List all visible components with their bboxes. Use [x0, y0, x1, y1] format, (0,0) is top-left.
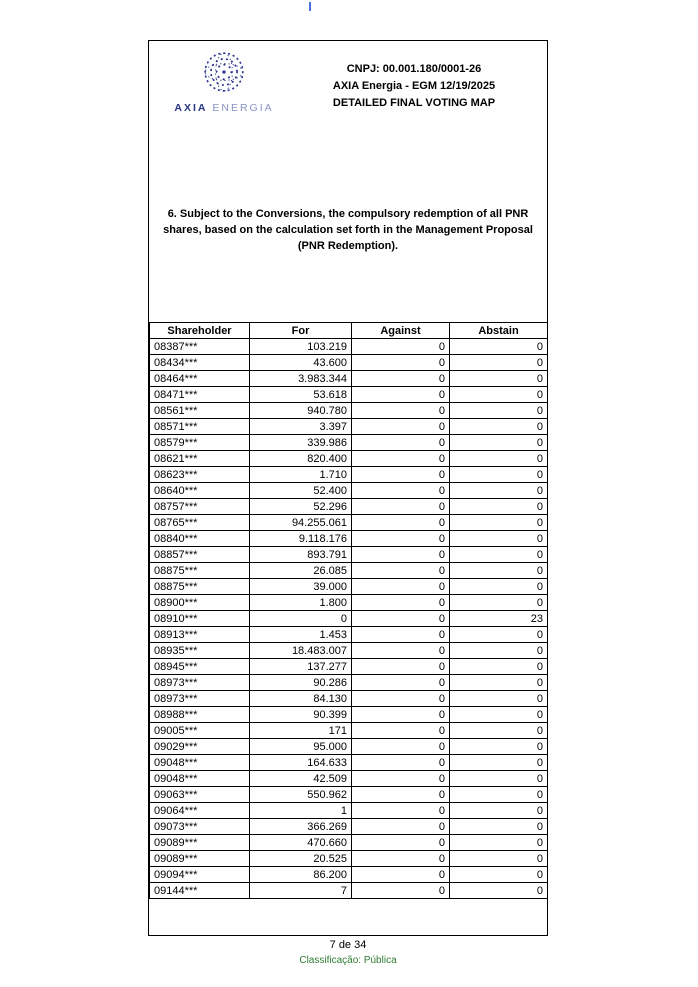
value-cell: 0: [450, 659, 548, 675]
value-cell: 90.399: [250, 707, 352, 723]
value-cell: 95.000: [250, 739, 352, 755]
shareholder-cell: 08988***: [150, 707, 250, 723]
table-row: [150, 547, 548, 563]
shareholder-cell: 09048***: [150, 755, 250, 771]
value-cell: 0: [450, 339, 548, 355]
value-cell: 0: [352, 515, 450, 531]
column-header: Shareholder: [150, 323, 250, 339]
value-cell: 1: [250, 803, 352, 819]
table-row: [150, 483, 548, 499]
value-cell: 0: [352, 739, 450, 755]
value-cell: 171: [250, 723, 352, 739]
value-cell: 43.600: [250, 355, 352, 371]
shareholder-cell: 08434***: [150, 355, 250, 371]
value-cell: 90.286: [250, 675, 352, 691]
table-row: [150, 579, 548, 595]
value-cell: 0: [352, 659, 450, 675]
table-row: [150, 355, 548, 371]
value-cell: 0: [450, 483, 548, 499]
value-cell: 339.986: [250, 435, 352, 451]
table-row: [150, 467, 548, 483]
table-row: [150, 851, 548, 867]
value-cell: 0: [352, 531, 450, 547]
classification-label: Classificação: Pública: [299, 955, 397, 966]
shareholder-cell: 08945***: [150, 659, 250, 675]
column-header: Abstain: [450, 323, 548, 339]
table-row: [150, 499, 548, 515]
value-cell: 0: [352, 339, 450, 355]
value-cell: 0: [450, 387, 548, 403]
value-cell: 0: [352, 403, 450, 419]
value-cell: 0: [450, 707, 548, 723]
shareholder-cell: 09064***: [150, 803, 250, 819]
value-cell: 0: [450, 467, 548, 483]
value-cell: 20.525: [250, 851, 352, 867]
value-cell: 550.962: [250, 787, 352, 803]
shareholder-cell: 08935***: [150, 643, 250, 659]
value-cell: 52.400: [250, 483, 352, 499]
value-cell: 0: [450, 451, 548, 467]
value-cell: 137.277: [250, 659, 352, 675]
table-row: [150, 371, 548, 387]
table-row: [150, 675, 548, 691]
shareholder-cell: 08621***: [150, 451, 250, 467]
value-cell: 0: [450, 627, 548, 643]
table-header-row: [150, 323, 548, 339]
value-cell: 0: [352, 355, 450, 371]
shareholder-cell: 09089***: [150, 835, 250, 851]
table-row: [150, 835, 548, 851]
value-cell: 7: [250, 883, 352, 899]
shareholder-cell: 08900***: [150, 595, 250, 611]
value-cell: 0: [450, 403, 548, 419]
value-cell: 0: [352, 803, 450, 819]
value-cell: 86.200: [250, 867, 352, 883]
value-cell: 366.269: [250, 819, 352, 835]
page-number: 7 de 34: [329, 939, 367, 951]
value-cell: 0: [352, 835, 450, 851]
column-header: For: [250, 323, 352, 339]
value-cell: 26.085: [250, 563, 352, 579]
shareholder-cell: 08973***: [150, 675, 250, 691]
value-cell: 0: [352, 675, 450, 691]
value-cell: 0: [352, 691, 450, 707]
table-row: [150, 627, 548, 643]
shareholder-cell: 08973***: [150, 691, 250, 707]
value-cell: 0: [352, 723, 450, 739]
table-row: [150, 723, 548, 739]
table-row: [150, 707, 548, 723]
table-row: [150, 595, 548, 611]
value-cell: 164.633: [250, 755, 352, 771]
shareholder-cell: 08875***: [150, 579, 250, 595]
value-cell: 0: [450, 547, 548, 563]
value-cell: 9.118.176: [250, 531, 352, 547]
table-row: [150, 419, 548, 435]
shareholder-cell: 09048***: [150, 771, 250, 787]
table-row: [150, 403, 548, 419]
value-cell: 0: [450, 787, 548, 803]
value-cell: 0: [352, 883, 450, 899]
value-cell: 39.000: [250, 579, 352, 595]
value-cell: 0: [352, 867, 450, 883]
table-row: [150, 435, 548, 451]
value-cell: 0: [352, 851, 450, 867]
value-cell: 0: [450, 435, 548, 451]
value-cell: 23: [450, 611, 548, 627]
value-cell: 820.400: [250, 451, 352, 467]
value-cell: 0: [450, 579, 548, 595]
value-cell: 0: [450, 371, 548, 387]
shareholder-cell: 09005***: [150, 723, 250, 739]
shareholder-cell: 08857***: [150, 547, 250, 563]
value-cell: 0: [450, 723, 548, 739]
value-cell: 0: [450, 515, 548, 531]
value-cell: 0: [450, 419, 548, 435]
table-row: [150, 659, 548, 675]
value-cell: 0: [450, 675, 548, 691]
value-cell: 0: [450, 803, 548, 819]
table-row: [150, 531, 548, 547]
value-cell: 1.800: [250, 595, 352, 611]
value-cell: 0: [450, 739, 548, 755]
table-row: [150, 339, 548, 355]
table-row: [150, 787, 548, 803]
shareholder-cell: 08561***: [150, 403, 250, 419]
value-cell: 0: [352, 499, 450, 515]
shareholder-cell: 08875***: [150, 563, 250, 579]
value-cell: 0: [250, 611, 352, 627]
table-row: [150, 771, 548, 787]
table-row: [150, 611, 548, 627]
value-cell: 0: [450, 867, 548, 883]
document-border: [148, 40, 548, 936]
value-cell: 0: [352, 707, 450, 723]
shareholder-cell: 08464***: [150, 371, 250, 387]
value-cell: 0: [352, 579, 450, 595]
value-cell: 0: [450, 499, 548, 515]
shareholder-cell: 08840***: [150, 531, 250, 547]
value-cell: 0: [352, 435, 450, 451]
table-row: [150, 867, 548, 883]
value-cell: 470.660: [250, 835, 352, 851]
value-cell: 18.483.007: [250, 643, 352, 659]
logo-text-axia: AXIA: [174, 102, 208, 114]
value-cell: 0: [352, 387, 450, 403]
shareholder-cell: 09144***: [150, 883, 250, 899]
voting-table: [149, 322, 548, 899]
value-cell: 0: [450, 355, 548, 371]
table-row: [150, 563, 548, 579]
table-row: [150, 739, 548, 755]
table-row: [150, 643, 548, 659]
value-cell: 0: [450, 643, 548, 659]
value-cell: 0: [450, 819, 548, 835]
shareholder-cell: 09073***: [150, 819, 250, 835]
value-cell: 0: [352, 755, 450, 771]
table-row: [150, 883, 548, 899]
value-cell: 0: [352, 371, 450, 387]
value-cell: 0: [352, 611, 450, 627]
table-body: [150, 339, 548, 899]
shareholder-cell: 08757***: [150, 499, 250, 515]
value-cell: 84.130: [250, 691, 352, 707]
document-header: [289, 61, 539, 112]
shareholder-cell: 08765***: [150, 515, 250, 531]
axia-logo: [169, 49, 279, 114]
value-cell: 0: [450, 851, 548, 867]
shareholder-cell: 09094***: [150, 867, 250, 883]
value-cell: 0: [352, 563, 450, 579]
value-cell: 1.710: [250, 467, 352, 483]
value-cell: 0: [450, 771, 548, 787]
value-cell: 940.780: [250, 403, 352, 419]
table-row: [150, 387, 548, 403]
meeting-line: AXIA Energia - EGM 12/19/2025: [332, 80, 496, 92]
value-cell: 3.983.344: [250, 371, 352, 387]
agenda-item-text: 6. Subject to the Conversions, the compulsory redemption of all PNR shares, based on the calculation set forth in the Management Proposal (PNR Redemption).: [163, 208, 533, 252]
value-cell: 1.453: [250, 627, 352, 643]
value-cell: 0: [352, 787, 450, 803]
value-cell: 0: [352, 595, 450, 611]
scan-artifact-mark: [309, 2, 311, 11]
value-cell: 0: [352, 547, 450, 563]
value-cell: 0: [352, 467, 450, 483]
globe-network-icon: [201, 49, 247, 95]
logo-wordmark: [169, 102, 279, 114]
value-cell: 0: [352, 627, 450, 643]
cnpj-line: CNPJ: 00.001.180/0001-26: [346, 63, 482, 75]
shareholder-cell: 08571***: [150, 419, 250, 435]
shareholder-cell: 08640***: [150, 483, 250, 499]
shareholder-cell: 08579***: [150, 435, 250, 451]
shareholder-cell: 08387***: [150, 339, 250, 355]
value-cell: 0: [450, 883, 548, 899]
value-cell: 0: [352, 451, 450, 467]
value-cell: 893.791: [250, 547, 352, 563]
value-cell: 103.219: [250, 339, 352, 355]
column-header: Against: [352, 323, 450, 339]
table-row: [150, 515, 548, 531]
shareholder-cell: 09029***: [150, 739, 250, 755]
logo-text-energia: ENERGIA: [212, 102, 274, 114]
value-cell: 0: [450, 691, 548, 707]
shareholder-cell: 09063***: [150, 787, 250, 803]
value-cell: 94.255.061: [250, 515, 352, 531]
table-row: [150, 691, 548, 707]
document-title: DETAILED FINAL VOTING MAP: [332, 97, 496, 109]
value-cell: 0: [352, 643, 450, 659]
value-cell: 52.296: [250, 499, 352, 515]
value-cell: 0: [352, 771, 450, 787]
table-row: [150, 451, 548, 467]
value-cell: 0: [450, 755, 548, 771]
shareholder-cell: 08623***: [150, 467, 250, 483]
shareholder-cell: 08913***: [150, 627, 250, 643]
table-row: [150, 755, 548, 771]
value-cell: 0: [352, 483, 450, 499]
value-cell: 0: [352, 419, 450, 435]
table-row: [150, 803, 548, 819]
value-cell: 3.397: [250, 419, 352, 435]
value-cell: 53.618: [250, 387, 352, 403]
value-cell: 0: [450, 835, 548, 851]
shareholder-cell: 08471***: [150, 387, 250, 403]
value-cell: 0: [352, 819, 450, 835]
value-cell: 42.509: [250, 771, 352, 787]
value-cell: 0: [450, 595, 548, 611]
shareholder-cell: 08910***: [150, 611, 250, 627]
value-cell: 0: [450, 531, 548, 547]
shareholder-cell: 09089***: [150, 851, 250, 867]
value-cell: 0: [450, 563, 548, 579]
table-row: [150, 819, 548, 835]
